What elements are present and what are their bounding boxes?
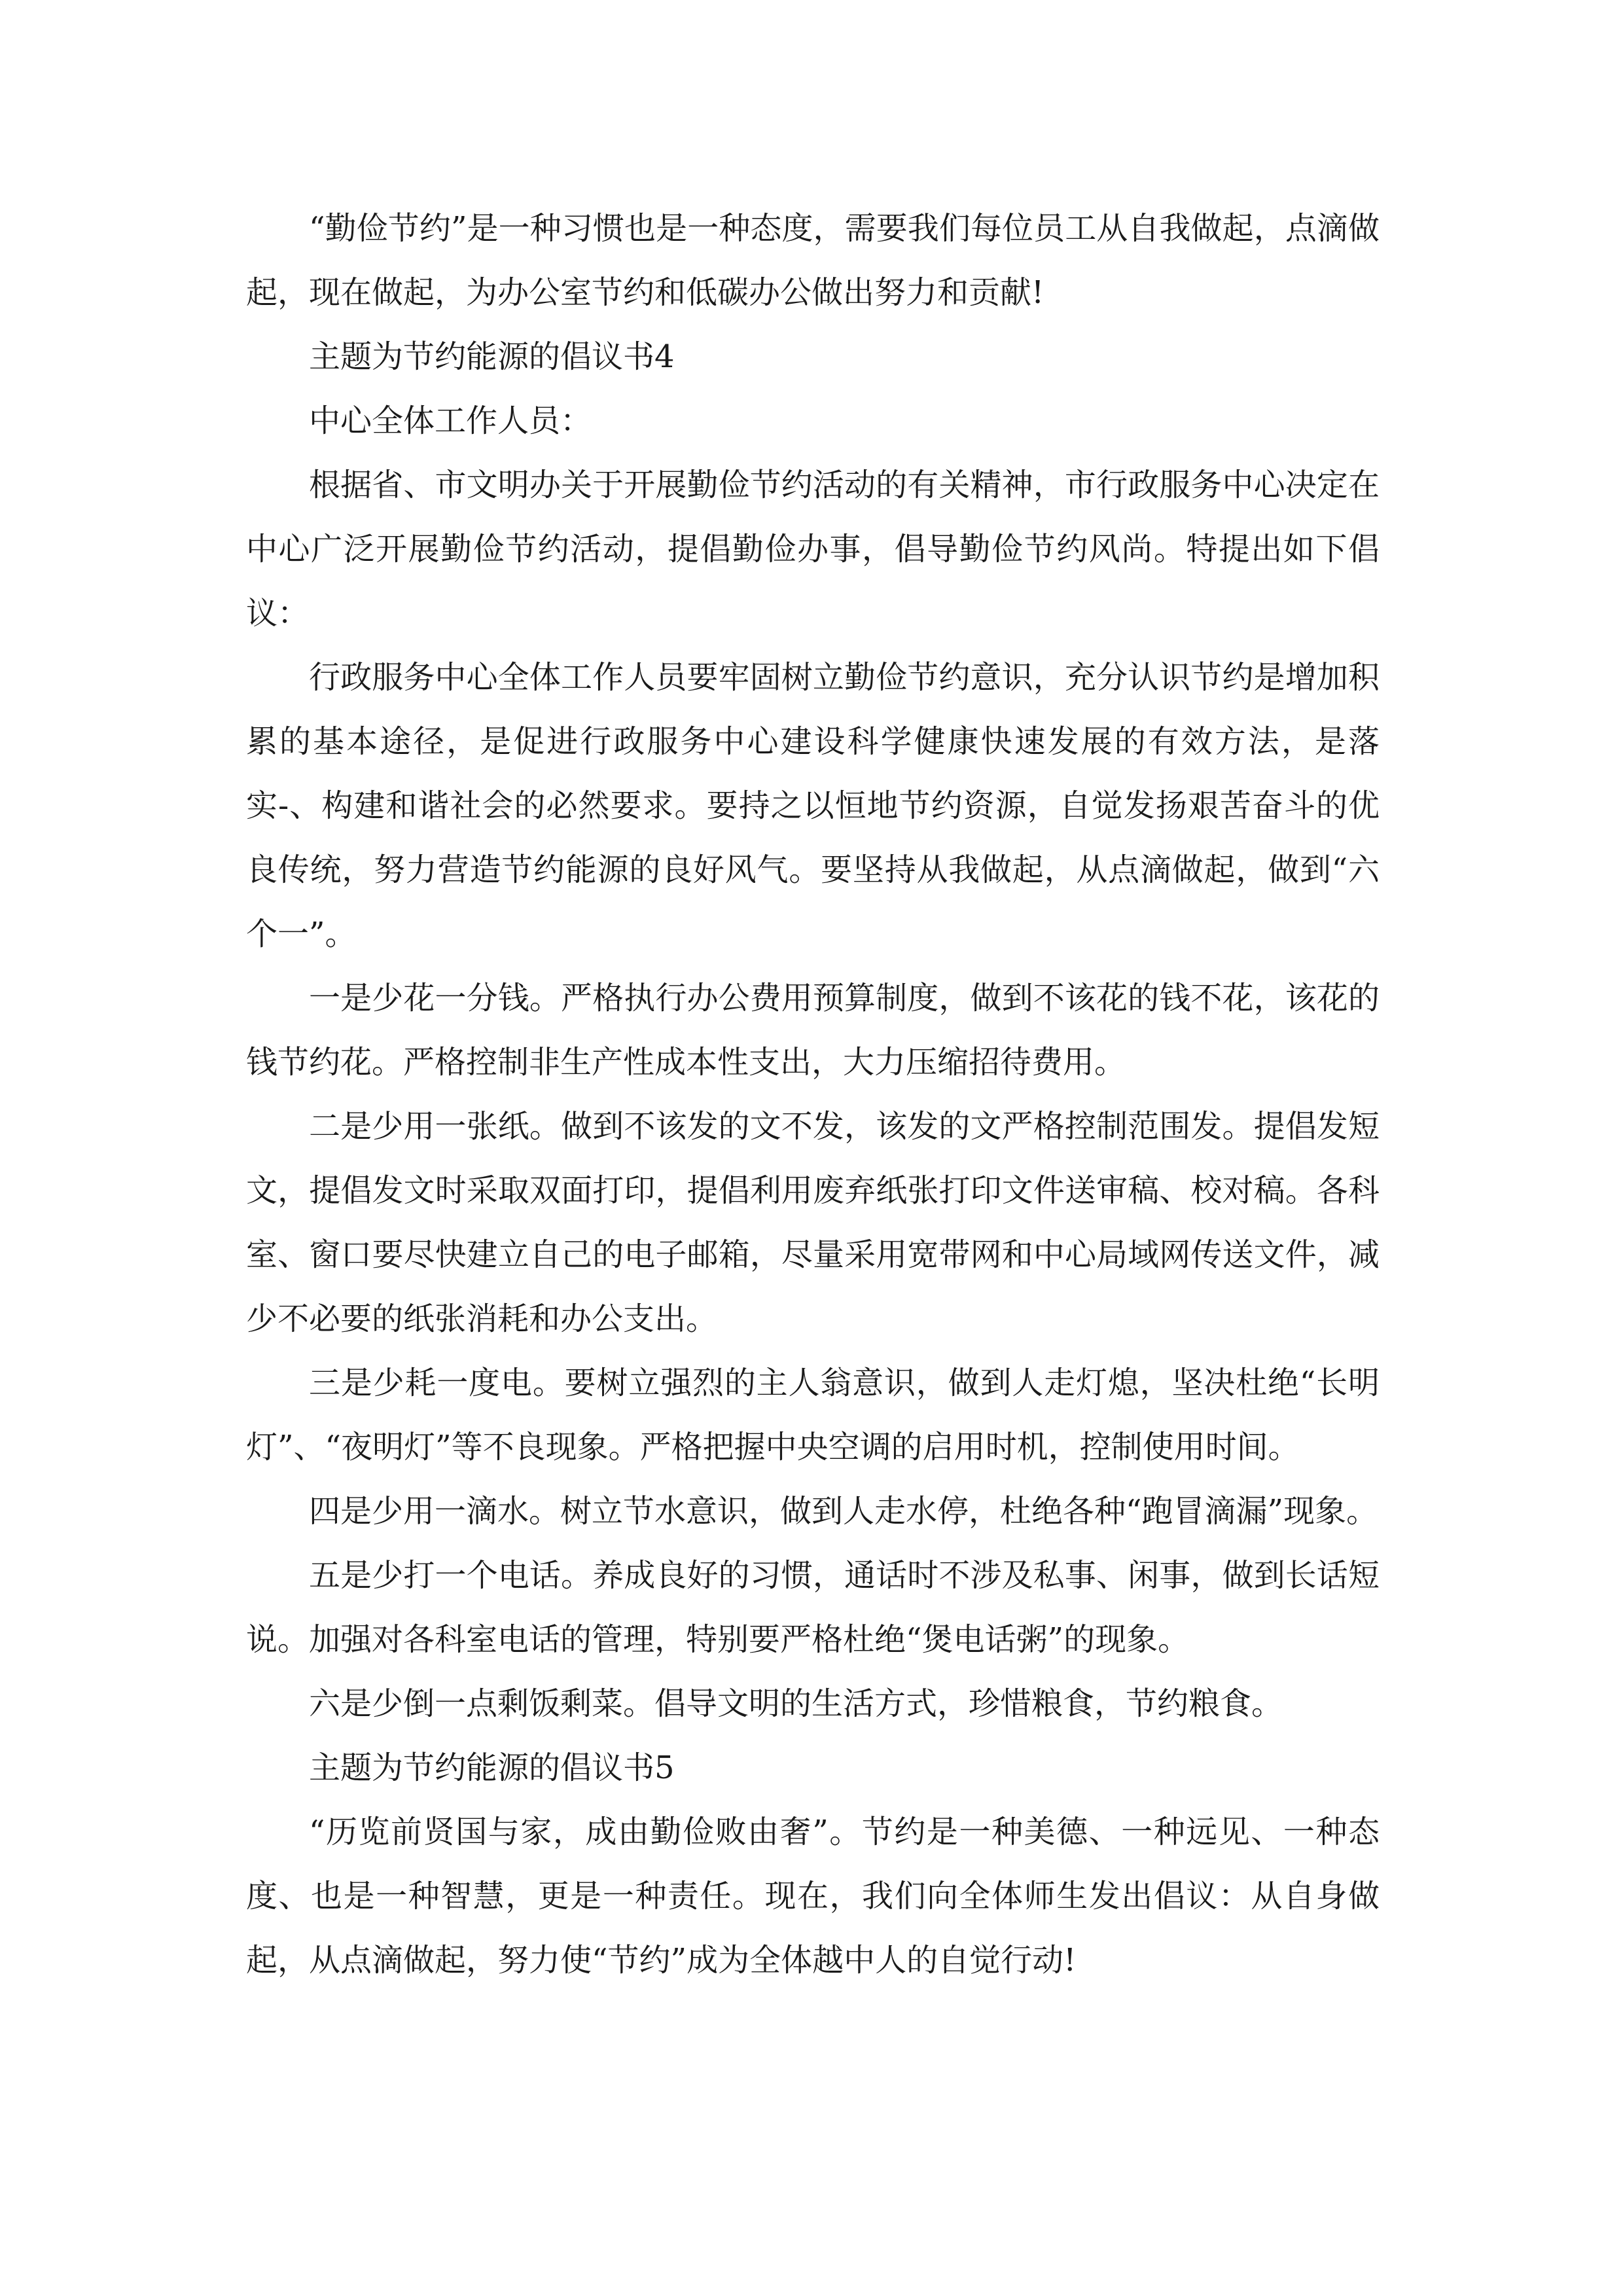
paragraph-intro: 根据省、市文明办关于开展勤俭节约活动的有关精神，市行政服务中心决定在中心广泛开展勤俭节约活动，提倡勤俭办事，倡导勤俭节约风尚。特提出如下倡议： xyxy=(246,467,1380,632)
paragraph-item-2-paper: 二是少用一张纸。做到不该发的文不发，该发的文严格控制范围发。提倡发短文，提倡发文时采取双面打印，提倡利用废弃纸张打印文件送审稿、校对稿。各科室、窗口要尽快建立自己的电子邮箱，尽量采用宽带网和中心局域网传送文件，减少不必要的纸张消耗和办公支出。 xyxy=(246,1108,1380,1337)
paragraph-item-1-money: 一是少花一分钱。严格执行办公费用预算制度，做到不该花的钱不花，该花的钱节约花。严格控制非生产性成本性支出，大力压缩招待费用。 xyxy=(246,980,1380,1081)
paragraph-thrift-quote: “历览前贤国与家，成由勤俭败由奢”。节约是一种美德、一种远见、一种态度、也是一种智慧，更是一种责任。现在，我们向全体师生发出倡议：从自身做起，从点滴做起，努力使“节约”成为全体越中人的自觉行动! xyxy=(246,1814,1380,1979)
document-body xyxy=(246,196,1380,1992)
salutation: 中心全体工作人员： xyxy=(309,403,592,439)
paragraph-awareness: 行政服务中心全体工作人员要牢固树立勤俭节约意识，充分认识节约是增加积累的基本途径，是促进行政服务中心建设科学健康快速发展的有效方法，是落实-、构建和谐社会的必然要求。要持之以恒地节约资源，自觉发扬艰苦奋斗的优良传统，努力营造节约能源的良好风气。要坚持从我做起，从点滴做起，做到“六个一”。 xyxy=(246,659,1380,952)
paragraph-item-5-phone: 五是少打一个电话。养成良好的习惯，通话时不涉及私事、闲事，做到长话短说。加强对各科室电话的管理，特别要严格杜绝“煲电话粥”的现象。 xyxy=(246,1557,1380,1658)
paragraph-item-4-water: 四是少用一滴水。树立节水意识，做到人走水停，杜绝各种“跑冒滴漏”现象。 xyxy=(309,1493,1378,1530)
section-heading-4: 主题为节约能源的倡议书4 xyxy=(309,338,675,375)
paragraph-saving-habit: “勤俭节约”是一种习惯也是一种态度，需要我们每位员工从自我做起，点滴做起，现在做起，为办公室节约和低碳办公做出努力和贡献! xyxy=(246,210,1380,311)
paragraph-item-6-food: 六是少倒一点剩饭剩菜。倡导文明的生活方式，珍惜粮食，节约粮食。 xyxy=(309,1685,1283,1722)
section-heading-5: 主题为节约能源的倡议书5 xyxy=(309,1749,675,1786)
paragraph-item-3-electricity: 三是少耗一度电。要树立强烈的主人翁意识，做到人走灯熄，坚决杜绝“长明灯”、“夜明灯”等不良现象。严格把握中央空调的启用时机，控制使用时间。 xyxy=(246,1365,1380,1465)
